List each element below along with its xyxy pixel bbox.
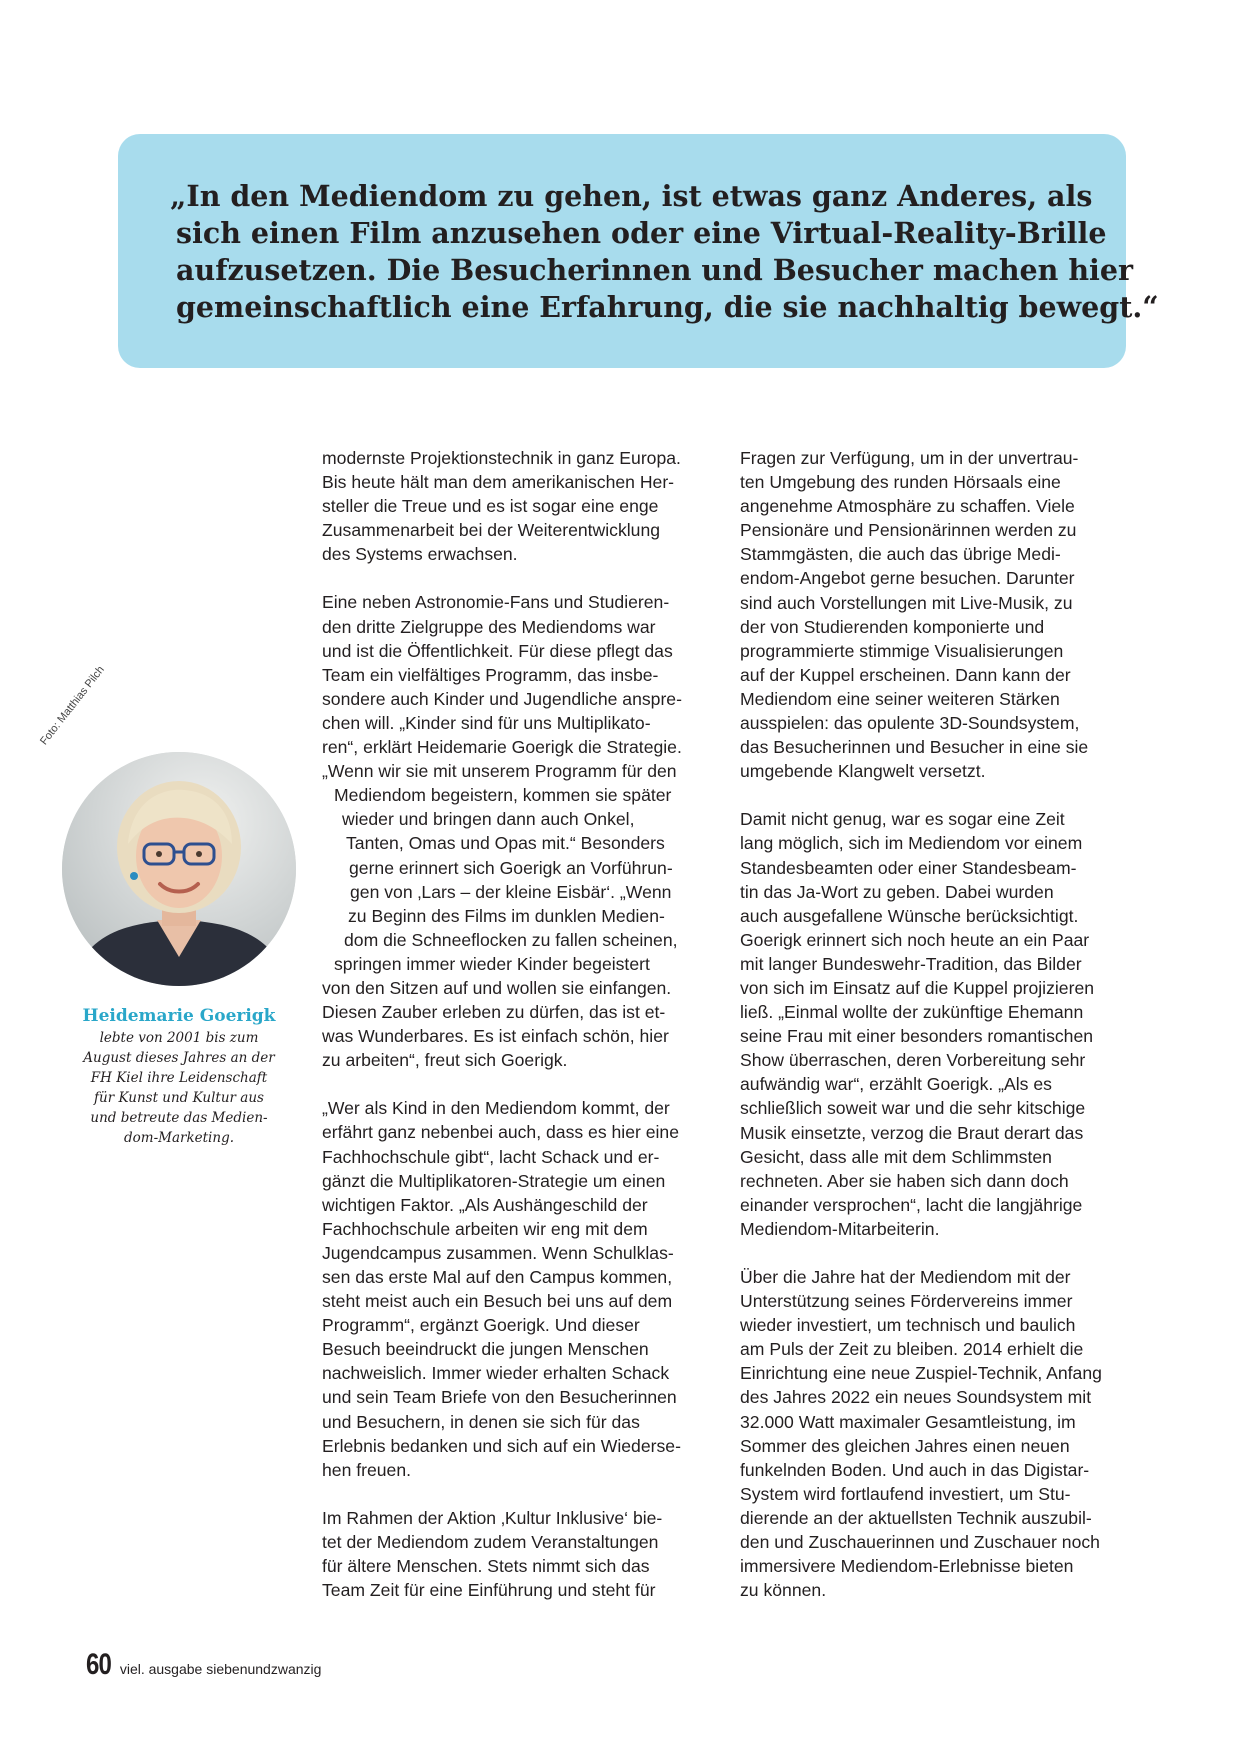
photo-credit: Foto: Matthias Pilch bbox=[38, 663, 107, 748]
caption-line: dom-Marketing. bbox=[124, 1130, 234, 1146]
text-line: aufwändig war“, erzählt Goerigk. „Als es bbox=[740, 1074, 1052, 1095]
text-line: den dritte Zielgruppe des Mediendoms war bbox=[322, 616, 656, 637]
text-line: rechneten. Aber sie haben sich dann doch bbox=[740, 1170, 1069, 1191]
caption-line: August dieses Jahres an der bbox=[83, 1050, 275, 1066]
text-line: und Besuchern, in denen sie sich für das bbox=[322, 1411, 640, 1432]
text-line: und sein Team Briefe von den Besucherinnen bbox=[322, 1387, 677, 1408]
text-line: Team Zeit für eine Einführung und steht für bbox=[322, 1580, 656, 1601]
text-line: sind auch Vorstellungen mit Live-Musik, zu bbox=[740, 592, 1073, 613]
caption-name: Heidemarie Goerigk bbox=[82, 1006, 276, 1026]
pull-quote-line: aufzusetzen. Die Besucherinnen und Besucher machen hier bbox=[176, 253, 1134, 287]
text-line: lang möglich, sich im Mediendom vor einem bbox=[740, 833, 1083, 854]
text-line: Fachhochschule arbeiten wir eng mit dem bbox=[322, 1218, 648, 1239]
text-line: Fachhochschule gibt“, lacht Schack und er- bbox=[322, 1146, 660, 1167]
text-line: programmierte stimmige Visualisierungen bbox=[740, 640, 1064, 661]
text-line: Musik einsetzte, verzog die Braut derart das bbox=[740, 1122, 1084, 1143]
text-line: des Jahres 2022 ein neues Soundsystem mit bbox=[740, 1387, 1092, 1408]
text-line: springen immer wieder Kinder begeistert bbox=[334, 953, 650, 974]
text-line: dom die Schneeflocken zu fallen scheinen, bbox=[344, 929, 678, 950]
pull-quote-line: sich einen Film anzusehen oder eine Virtual-Reality-Brille bbox=[176, 216, 1107, 250]
text-line: was Wunderbares. Es ist einfach schön, hier bbox=[322, 1026, 669, 1047]
text-line: nachweislich. Immer wieder erhalten Schack bbox=[322, 1363, 670, 1384]
text-line: Diesen Zauber erleben zu dürfen, das ist et- bbox=[322, 1002, 666, 1023]
paragraph bbox=[322, 1096, 712, 1482]
text-line: modernste Projektionstechnik in ganz Europa. bbox=[322, 448, 681, 468]
text-line: Damit nicht genug, war es sogar eine Zeit bbox=[740, 809, 1065, 830]
text-line: chen will. „Kinder sind für uns Multiplikato- bbox=[322, 712, 651, 733]
text-line: sen das erste Mal auf den Campus kommen, bbox=[322, 1267, 673, 1287]
text-line: ten Umgebung des runden Hörsaals eine bbox=[740, 472, 1061, 493]
text-line: tet der Mediendom zudem Veranstaltungen bbox=[322, 1531, 659, 1552]
text-line: der von Studierenden komponierte und bbox=[740, 616, 1045, 637]
paragraph bbox=[322, 446, 712, 566]
page-footer bbox=[86, 1648, 321, 1682]
text-line: und ist die Öffentlichkeit. Für diese pflegt das bbox=[322, 640, 673, 661]
text-line: „Wer als Kind in den Mediendom kommt, der bbox=[322, 1098, 670, 1119]
text-line: zu arbeiten“, freut sich Goerigk. bbox=[322, 1050, 568, 1071]
text-line: den und Zuschauerinnen und Zuschauer noch bbox=[740, 1532, 1100, 1553]
text-line: steller die Treue und es ist sogar eine enge bbox=[322, 496, 659, 517]
text-line: Tanten, Omas und Opas mit.“ Besonders bbox=[346, 833, 665, 854]
text-line: mit langer Bundeswehr-Tradition, das Bilder bbox=[740, 953, 1082, 974]
caption-line: FH Kiel ihre Leidenschaft bbox=[90, 1070, 268, 1086]
text-line: Team ein vielfältiges Programm, das insbe- bbox=[322, 664, 659, 685]
text-line: zu können. bbox=[740, 1580, 827, 1601]
text-line: Show überraschen, deren Vorbereitung sehr bbox=[740, 1050, 1086, 1071]
text-line: von den Sitzen auf und wollen sie einfangen. bbox=[322, 977, 672, 998]
text-line: Zusammenarbeit bei der Weiterentwicklung bbox=[322, 520, 661, 541]
text-line: für ältere Menschen. Stets nimmt sich das bbox=[322, 1556, 650, 1577]
text-line: Pensionäre und Pensionärinnen werden zu bbox=[740, 520, 1077, 541]
text-line: Mediendom-Mitarbeiterin. bbox=[740, 1218, 940, 1239]
text-line: ausspielen: das opulente 3D-Soundsystem, bbox=[740, 713, 1080, 734]
text-line: endom-Angebot gerne besuchen. Darunter bbox=[740, 568, 1075, 589]
text-line: auf der Kuppel erscheinen. Dann kann der bbox=[740, 664, 1071, 685]
text-line: ren“, erklärt Heidemarie Goerigk die Strategie. bbox=[322, 737, 682, 758]
caption-line: und betreute das Medien- bbox=[90, 1110, 268, 1126]
text-line: Gesicht, dass alle mit dem Schlimmsten bbox=[740, 1146, 1052, 1167]
pull-quote-line: gemeinschaftlich eine Erfahrung, die sie nachhaltig bewegt.“ bbox=[176, 290, 1159, 324]
text-line: seine Frau mit einer besonders romantischen bbox=[740, 1026, 1094, 1047]
text-line: Fragen zur Verfügung, um in der unvertrau- bbox=[740, 448, 1079, 468]
text-line: steht meist auch ein Besuch bei uns auf dem bbox=[322, 1291, 673, 1312]
caption-line: lebte von 2001 bis zum bbox=[99, 1030, 259, 1046]
text-line: Über die Jahre hat der Mediendom mit der bbox=[740, 1267, 1071, 1287]
text-line: 32.000 Watt maximaler Gesamtleistung, im bbox=[740, 1411, 1076, 1432]
text-line: Bis heute hält man dem amerikanischen Her- bbox=[322, 472, 675, 493]
text-line: wichtigen Faktor. „Als Aushängeschild der bbox=[322, 1194, 648, 1215]
paragraph bbox=[322, 1506, 712, 1602]
text-line: Sommer des gleichen Jahres einen neuen bbox=[740, 1435, 1070, 1456]
text-line: wieder und bringen dann auch Onkel, bbox=[342, 809, 635, 830]
text-line: ließ. „Einmal wollte der zukünftige Ehemann bbox=[740, 1002, 1084, 1023]
text-line: Stammgästen, die auch das übrige Medi- bbox=[740, 544, 1061, 565]
text-line: angenehme Atmosphäre zu schaffen. Viele bbox=[740, 496, 1075, 517]
text-line: zu Beginn des Films im dunklen Medien- bbox=[348, 905, 665, 926]
text-line: Standesbeamten oder einer Standesbeam- bbox=[740, 857, 1077, 878]
text-line: umgebende Klangwelt versetzt. bbox=[740, 761, 986, 782]
paragraph bbox=[740, 446, 1130, 783]
text-line: schließlich soweit war und die sehr kitschige bbox=[740, 1098, 1086, 1119]
portrait-caption bbox=[62, 1004, 296, 1148]
text-line: des Systems erwachsen. bbox=[322, 544, 518, 565]
text-line: Erlebnis bedanken und sich auf ein Wiederse- bbox=[322, 1435, 681, 1456]
text-line: dierende an der aktuellsten Technik auszubil- bbox=[740, 1507, 1092, 1528]
text-line: Einrichtung eine neue Zuspiel-Technik, Anfang bbox=[740, 1363, 1102, 1384]
page-number: 60 bbox=[86, 1648, 112, 1681]
body-column-right bbox=[740, 446, 1130, 1626]
body-column-middle bbox=[322, 446, 712, 1626]
text-line: erfährt ganz nebenbei auch, dass es hier eine bbox=[322, 1122, 680, 1143]
text-line: am Puls der Zeit zu bleiben. 2014 erhielt die bbox=[740, 1339, 1084, 1360]
caption-line: für Kunst und Kultur aus bbox=[94, 1090, 264, 1106]
text-line: Eine neben Astronomie-Fans und Studieren- bbox=[322, 592, 670, 613]
text-line: hen freuen. bbox=[322, 1459, 412, 1480]
text-line: Besuch beeindruckt die jungen Menschen bbox=[322, 1339, 649, 1360]
text-line: sondere auch Kinder und Jugendliche anspre- bbox=[322, 688, 682, 709]
magazine-name: viel. ausgabe siebenundzwanzig bbox=[119, 1661, 322, 1677]
text-line: von sich im Einsatz auf die Kuppel projizieren bbox=[740, 977, 1095, 998]
text-line: Im Rahmen der Aktion ‚Kultur Inklusive‘ bie- bbox=[322, 1507, 663, 1528]
text-line: gen von ‚Lars – der kleine Eisbär‘. „Wenn bbox=[350, 881, 672, 902]
text-line: immersivere Mediendom-Erlebnisse bieten bbox=[740, 1556, 1074, 1577]
paragraph bbox=[740, 1265, 1130, 1602]
text-line: gerne erinnert sich Goerigk an Vorführun- bbox=[349, 857, 673, 878]
text-line: Goerigk erinnert sich noch heute an ein Paar bbox=[740, 929, 1090, 950]
text-line: Mediendom begeistern, kommen sie später bbox=[334, 785, 672, 806]
text-line: tin das Ja-Wort zu geben. Dabei wurden bbox=[740, 881, 1054, 902]
paragraph bbox=[322, 590, 712, 1072]
pull-quote-box bbox=[118, 134, 1159, 368]
text-line: auch ausgefallene Wünsche berücksichtigt. bbox=[740, 905, 1079, 926]
pull-quote bbox=[170, 178, 1159, 326]
text-line: System wird fortlaufend investiert, um Stu- bbox=[740, 1483, 1071, 1504]
text-line: funkelnden Boden. Und auch in das Digistar- bbox=[740, 1459, 1090, 1480]
text-line: Programm“, ergänzt Goerigk. Und dieser bbox=[322, 1315, 640, 1336]
text-line: einander versprochen“, lacht die langjährige bbox=[740, 1194, 1083, 1215]
text-line: „Wenn wir sie mit unserem Programm für den bbox=[322, 761, 677, 782]
portrait-illustration bbox=[62, 752, 296, 986]
pull-quote-line: „In den Mediendom zu gehen, ist etwas ganz Anderes, als bbox=[170, 179, 1093, 213]
paragraph bbox=[740, 807, 1130, 1241]
portrait-photo bbox=[62, 752, 296, 986]
text-line: Unterstützung seines Fördervereins immer bbox=[740, 1291, 1073, 1312]
caption-text bbox=[62, 1028, 296, 1148]
text-line: Mediendom eine seiner weiteren Stärken bbox=[740, 688, 1060, 709]
text-line: Jugendcampus zusammen. Wenn Schulklas- bbox=[322, 1242, 674, 1263]
text-line: wieder investiert, um technisch und baulich bbox=[740, 1315, 1076, 1336]
text-line: das Besucherinnen und Besucher in eine sie bbox=[740, 737, 1089, 758]
text-line: gänzt die Multiplikatoren-Strategie um einen bbox=[322, 1170, 666, 1191]
